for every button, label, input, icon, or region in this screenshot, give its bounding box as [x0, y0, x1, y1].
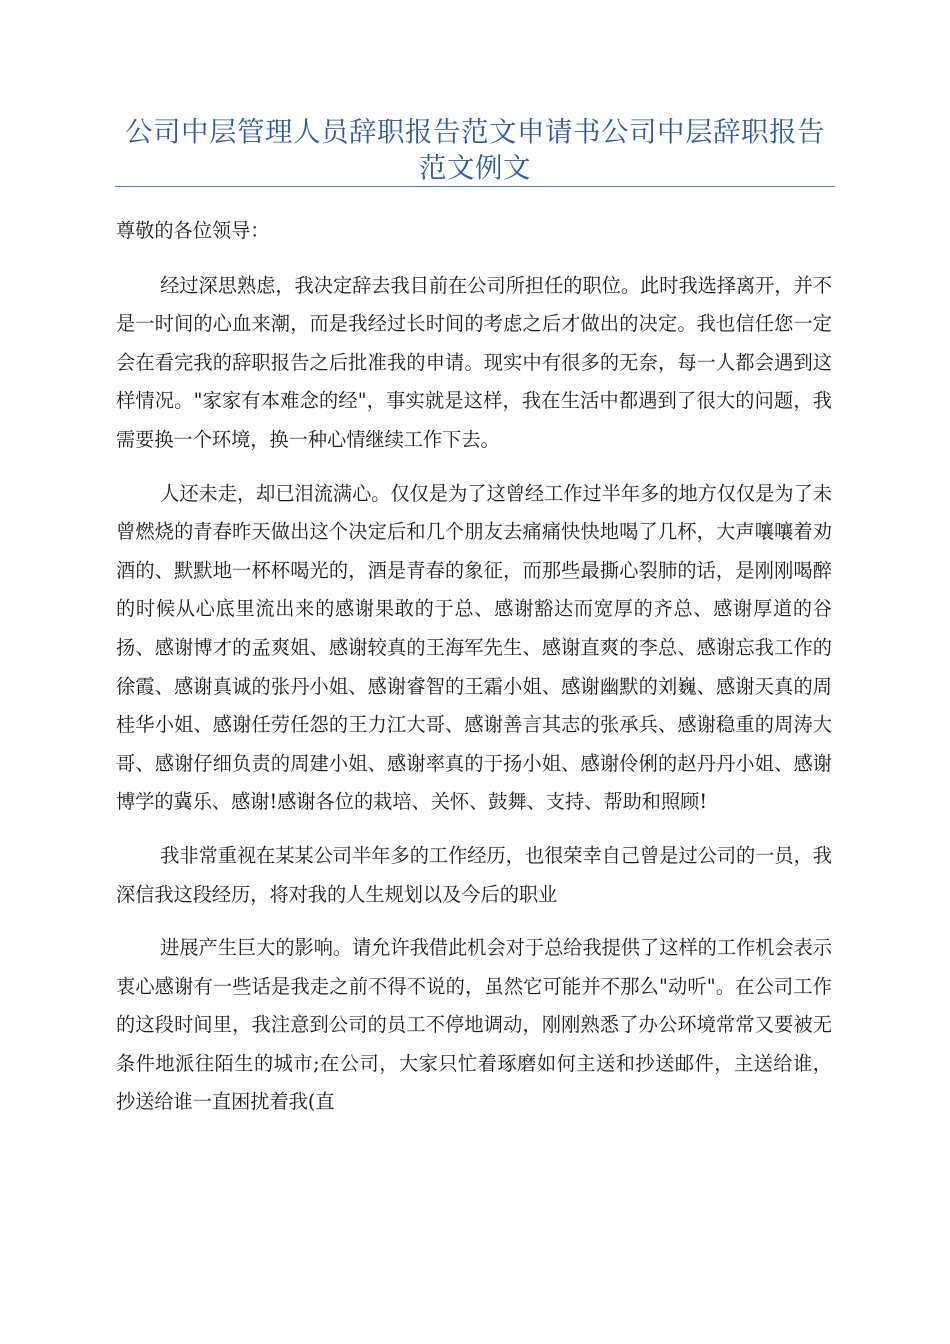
paragraph-1: 经过深思熟虑，我决定辞去我目前在公司所担任的职位。此时我选择离开，并不是一时间的心血来潮，而是我经过长时间的考虑之后才做出的决定。我也信任您一定会在看完我的辞职报告之后批准我的申请。现实中有很多的无奈，每一人都会遇到这样情况。"家家有本难念的经"，事实就是这样，我在生活中都遇到了很大的问题，我需要换一个环境，换一种心情继续工作下去。 [116, 273, 832, 451]
title-underline [115, 186, 835, 187]
paragraph-2: 人还未走，却已泪流满心。仅仅是为了这曾经工作过半年多的地方仅仅是为了未曾燃烧的青春昨天做出这个决定后和几个朋友去痛痛快快地喝了几杯，大声嚷嚷着劝酒的、默默地一杯杯喝光的，酒是青春的象征，而那些最撕心裂肺的话，是刚刚喝醉的时候从心底里流出来的感谢果敢的于总、感谢豁达而宽厚的齐总、感谢厚道的谷扬、感谢博才的孟爽姐、感谢较真的王海军先生、感谢直爽的李总、感谢忘我工作的徐霞、感谢真诚的张丹小姐、感谢睿智的王霜小姐、感谢幽默的刘巍、感谢天真的周桂华小姐、感谢任劳任怨的王力江大哥、感谢善言其志的张承兵、感谢稳重的周涛大哥、感谢仔细负责的周建小姐、感谢率真的于扬小姐、感谢伶俐的赵丹丹小姐、感谢博学的冀乐、感谢!感谢各位的栽培、关怀、鼓舞、支持、帮助和照顾! [116, 481, 832, 814]
document-title: 公司中层管理人员辞职报告范文申请书公司中层辞职报告范文例文 [125, 116, 825, 184]
salutation: 尊敬的各位领导： [116, 219, 270, 242]
paragraph-4: 进展产生巨大的影响。请允许我借此机会对于总给我提供了这样的工作机会表示衷心感谢有一些话是我走之前不得不说的，虽然它可能并不那么"动听"。在公司工作的这段时间里，我注意到公司的员工不停地调动，刚刚熟悉了办公环境常常又要被无条件地派往陌生的城市;在公司，大家只忙着琢磨如何主送和抄送邮件，主送给谁，抄送给谁一直困扰着我(直 [116, 936, 832, 1114]
paragraph-3: 我非常重视在某某公司半年多的工作经历，也很荣幸自己曾是过公司的一员，我深信我这段经历，将对我的人生规划以及今后的职业 [116, 843, 832, 906]
document-body [116, 212, 832, 1137]
